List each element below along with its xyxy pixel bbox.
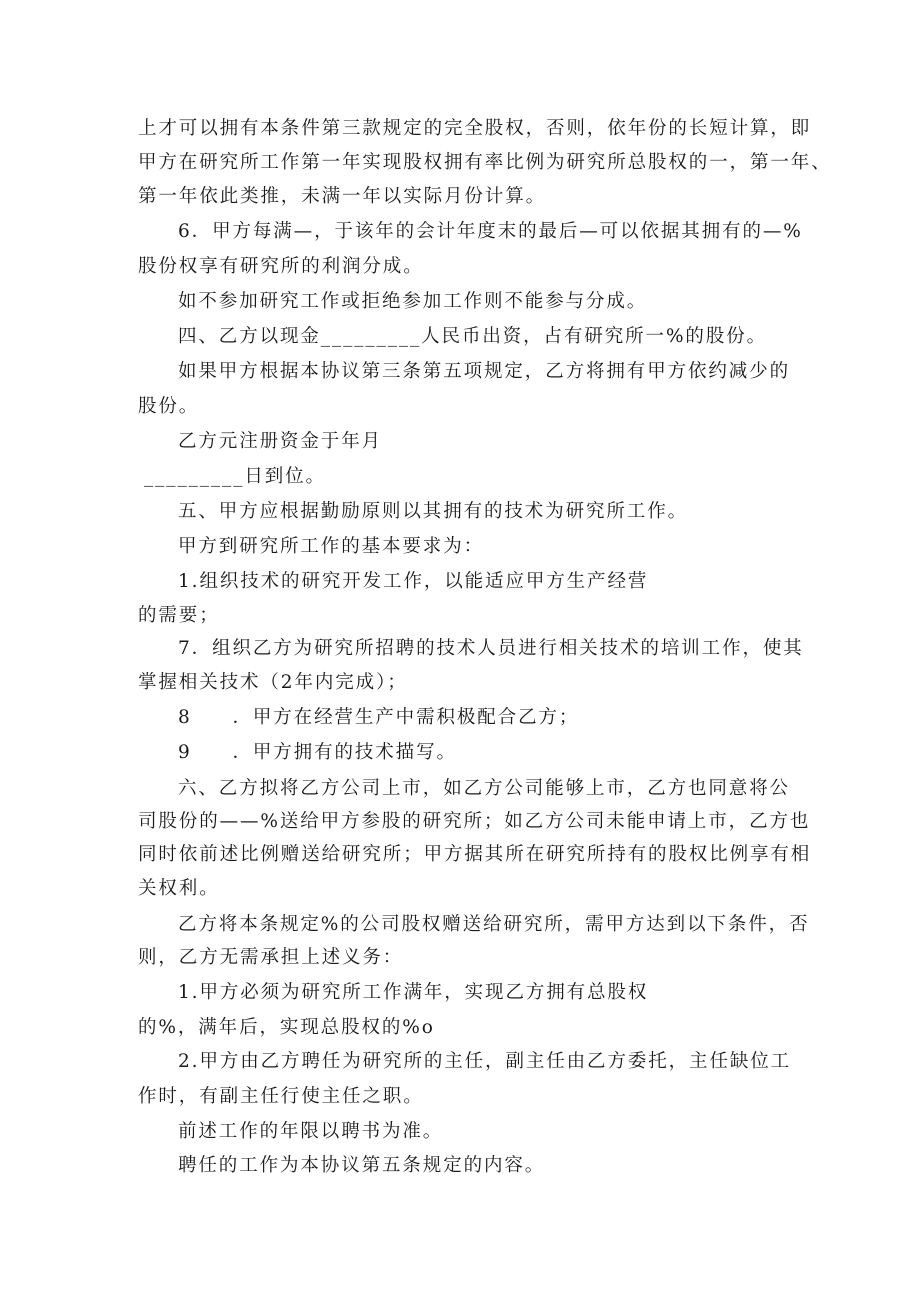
condition-2: 2.甲方由乙方聘任为研究所的主任，副主任由乙方委托，主任缺位工 (178, 1051, 792, 1072)
paragraph-line: 作时，有副主任行使主任之职。 (138, 1086, 424, 1107)
paragraph-line: 掌握相关技术（2年内完成）； (138, 672, 408, 693)
section-six: 六、乙方拟将乙方公司上市，如乙方公司能够上市，乙方也同意将公 (178, 778, 791, 799)
paragraph-line: 同时依前述比例赠送给研究所；甲方据其所在研究所持有的股权比例享有相 (138, 844, 812, 865)
list-item-1: 1.组织技术的研究开发工作，以能适应甲方生产经营 (178, 571, 649, 592)
paragraph-line: 的%，满年后，实现总股权的%o (138, 1017, 435, 1038)
paragraph-line: 司股份的——%送给甲方参股的研究所；如乙方公司未能申请上市，乙方也 (138, 811, 811, 832)
paragraph-line: 聘任的工作为本协议第五条规定的内容。 (178, 1155, 546, 1176)
condition-1: 1.甲方必须为研究所工作满年，实现乙方拥有总股权 (178, 982, 649, 1003)
paragraph-line: 甲方在研究所工作第一年实现股权拥有率比例为研究所总股权的一，第一年、 (138, 152, 832, 173)
paragraph-line: 则，乙方无需承担上述义务： (138, 947, 404, 968)
paragraph-line: _________日到位。 (144, 466, 326, 487)
paragraph-line: 如果甲方根据本协议第三条第五项规定，乙方将拥有甲方依约减少的 (178, 361, 791, 382)
paragraph-line: 第一年依此类推，未满一年以实际月份计算。 (138, 186, 547, 207)
paragraph-line: 上才可以拥有本条件第三款规定的完全股权，否则，依年份的长短计算，即 (138, 118, 812, 139)
paragraph-line: 的需要； (138, 605, 220, 626)
clause-6: 6．甲方每满—，于该年的会计年度末的最后—可以依据其拥有的—% (178, 221, 803, 242)
paragraph-line: 乙方将本条规定%的公司股权赠送给研究所，需甲方达到以下条件，否 (178, 914, 810, 935)
clause-8: 8 ．甲方在经营生产中需积极配合乙方； (178, 707, 580, 728)
paragraph-line: 甲方到研究所工作的基本要求为： (178, 536, 485, 557)
paragraph-line: 如不参加研究工作或拒绝参加工作则不能参与分成。 (178, 291, 648, 312)
paragraph-line: 股份。 (138, 396, 200, 417)
clause-9: 9 ．甲方拥有的技术描写。 (178, 742, 457, 763)
paragraph-line: 关权利。 (138, 878, 220, 899)
clause-7: 7．组织乙方为研究所招聘的技术人员进行相关技术的培训工作，使其 (178, 638, 804, 659)
paragraph-line: 股份权享有研究所的利润分成。 (138, 256, 424, 277)
section-five: 五、甲方应根据勤励原则以其拥有的技术为研究所工作。 (178, 501, 689, 522)
paragraph-line: 乙方元注册资金于年月 (178, 431, 383, 452)
paragraph-line: 前述工作的年限以聘书为准。 (178, 1121, 444, 1142)
section-four: 四、乙方以现金_________人民币出资，占有研究所一%的股份。 (178, 326, 768, 347)
